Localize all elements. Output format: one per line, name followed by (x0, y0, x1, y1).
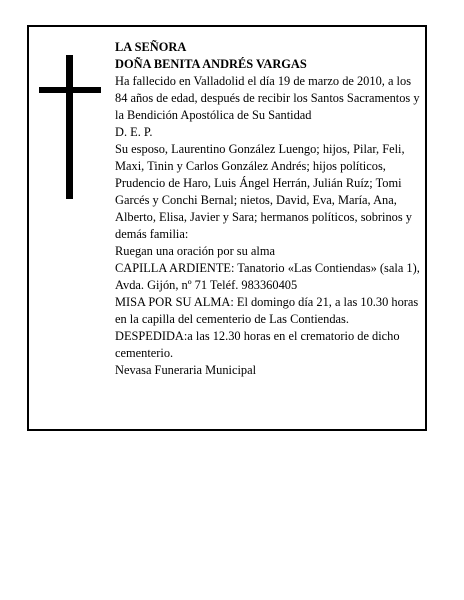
cross-icon (39, 55, 101, 199)
farewell-info: DESPEDIDA:a las 12.30 horas en el crematorio de dicho cementerio. (115, 329, 400, 360)
death-announcement: Ha fallecido en Valladolid el día 19 de marzo de 2010, a los 84 años de edad, después de recibir los Santos Sacramentos y la Bendición Apostólica de Su Santidad (115, 74, 420, 122)
mass-info: MISA POR SU ALMA: El domingo día 21, a las 10.30 horas en la capilla del cementerio de Las Contiendas. (115, 295, 419, 326)
cross-horizontal-bar (39, 87, 101, 93)
rip-text: D. E. P. (115, 125, 153, 139)
deceased-name: DOÑA BENITA ANDRÉS VARGAS (115, 57, 307, 71)
funeral-home: Nevasa Funeraria Municipal (115, 363, 257, 377)
cross-vertical-bar (66, 55, 73, 199)
obituary-title: LA SEÑORA (115, 40, 187, 54)
family-list: Su esposo, Laurentino González Luengo; hijos, Pilar, Feli, Maxi, Tinin y Carlos González Andrés; hijos políticos, Prudencio de Haro, Luis Ángel Herrán, Julián Ruíz; Tomi Garcés y Conchi Bernal; nietos, David, Eva, María, Ana, Alberto, Elisa, Javier y Sara; hermanos políticos, sobrinos y demás familia: (115, 142, 412, 241)
prayer-request: Ruegan una oración por su alma (115, 244, 275, 258)
obituary-text (115, 39, 421, 379)
chapel-info: CAPILLA ARDIENTE: Tanatorio «Las Contiendas» (sala 1), Avda. Gijón, nº 71 Teléf. 983360405 (115, 261, 420, 292)
obituary-notice (27, 25, 427, 431)
